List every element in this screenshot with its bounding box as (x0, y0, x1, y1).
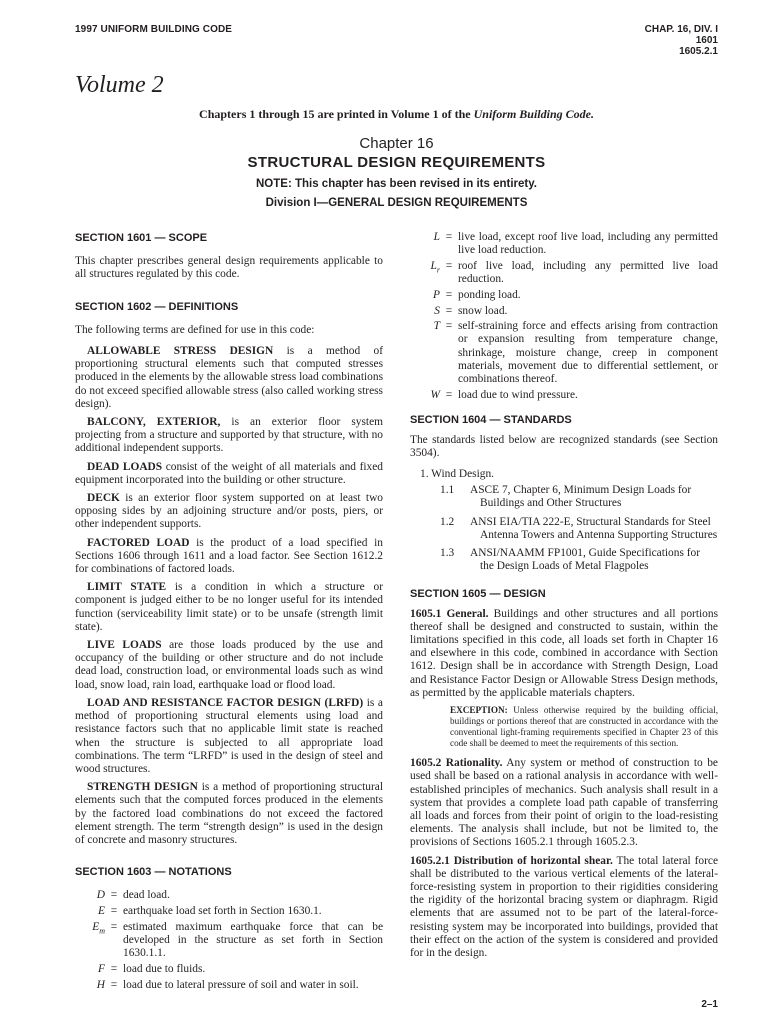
notation-row (410, 320, 718, 386)
definition-text: is a condition in which a structure or component is judged either to be no longer useful for its intended function (serviceability limit state) or to be unsafe (strength limit state). (75, 581, 383, 633)
notation-equals: = (110, 978, 118, 991)
definition-term: DECK (87, 492, 120, 505)
definition-term: DEAD LOADS (87, 460, 163, 473)
notation-row (75, 963, 383, 976)
definition-item (75, 492, 383, 532)
section-1603-heading: SECTION 1603 — NOTATIONS (75, 866, 232, 879)
definition-item (75, 781, 383, 847)
notation-definition: load due to lateral pressure of soil and water in soil. (123, 978, 359, 991)
notations-list-right (410, 231, 718, 402)
notation-symbol: F (98, 962, 105, 975)
standard-title-line1: ANSI/NAAMM FP1001, Guide Specifications for (470, 547, 701, 560)
shear-term: 1605.2.1 Distribution of horizontal shear. (410, 854, 613, 867)
running-header-left: 1997 UNIFORM BUILDING CODE (75, 24, 233, 35)
chapter-title: STRUCTURAL DESIGN REQUIREMENTS (247, 154, 546, 171)
section-1601-heading: SECTION 1601 — SCOPE (75, 232, 208, 244)
standards-list (410, 484, 718, 573)
notation-symbol: W (430, 388, 440, 401)
standard-title (470, 547, 718, 573)
notation-row (410, 260, 718, 286)
exception-term: EXCEPTION: (450, 705, 508, 716)
notation-symbol: E (98, 905, 105, 918)
general-term: 1605.1 General. (410, 607, 489, 620)
definitions-list (75, 345, 383, 847)
notation-definition: load due to wind pressure. (458, 388, 578, 401)
notation-row (75, 979, 383, 992)
notation-row (410, 289, 718, 302)
general-text: Buildings and other structures and all portions thereof shall be designed and constructed to sustain, within the limitations specified in this code, all loads set forth in Chapter 16 and elsewhere in this code, combined in accordance with Section 1612. Design shall be in accordance with Strength Design, Load and Resistance Factor Design or Allowable Stress Design methods, as permitted by the applicable materials chapters. (410, 607, 718, 699)
notation-definition: earthquake load set forth in Section 1630.1. (123, 905, 322, 918)
definition-item (75, 416, 383, 456)
section-1601-text: This chapter prescribes general design requirements applicable to all structures regulated by this code. (75, 255, 383, 281)
section-1605-2-1-shear (410, 855, 718, 961)
definition-item (75, 345, 383, 411)
header-section-start: 1601 (695, 35, 718, 46)
notation-row (75, 921, 383, 961)
rationality-text: Any system or method of construction to be used shall be based on a rational analysis in accordance with well-established principles of mechanics. Such analysis shall result in a system that provides a complete load path capable of transferring all loads and forces from their point of origin to the load-resisting elements. The analysis shall include, but not be limited to, the provisions of Sections 1605.2.1 through 1605.2.3. (410, 757, 718, 849)
section-1604-heading: SECTION 1604 — STANDARDS (410, 414, 572, 427)
section-1602-heading: SECTION 1602 — DEFINITIONS (75, 300, 239, 313)
notation-symbol: H (96, 978, 105, 991)
definition-term: STRENGTH DESIGN (87, 781, 198, 794)
definition-term: FACTORED LOAD (87, 536, 190, 549)
notation-definition: roof live load, including any permitted live load reduction. (458, 259, 718, 286)
standard-title (470, 516, 718, 542)
standard-title-line2: Buildings and Other Structures (480, 497, 622, 510)
definition-text: is a method of proportioning structural elements using load and resistance factors such that no applicable limit state is reached when the structure is subjected to all appropriate load combinations. The term “LRFD” is used in the design of steel and wood structures. (75, 696, 383, 775)
shear-text: The total lateral force shall be distributed to the various vertical elements of the lateral-force-resisting system in proportion to their rigidities considering the rigidity of the horizontal bracing system or diaphragm. Rigid elements that are assumed not to be part of the lateral-force-resisting system may be incorporated into buildings, provided that their effect on the action of the system is considered and provided for in the design. (410, 854, 718, 959)
definition-item (75, 537, 383, 577)
notation-row (410, 389, 718, 402)
definition-item (75, 639, 383, 692)
standard-title-line1: ASCE 7, Chapter 6, Minimum Design Loads for (470, 484, 692, 497)
definition-term: ALLOWABLE STRESS DESIGN (87, 345, 274, 358)
definition-item (75, 461, 383, 487)
notation-definition: ponding load. (458, 288, 521, 301)
printed-note-title: Uniform Building Code. (473, 107, 594, 121)
notation-equals: = (445, 231, 453, 243)
definition-term: LIMIT STATE (87, 581, 167, 594)
notation-equals: = (110, 905, 118, 918)
revision-note: NOTE: This chapter has been revised in its entirety. (256, 178, 537, 190)
notation-definition: self-straining force and effects arising from contraction or expansion resulting from temperature change, shrinkage, moisture change, creep in component materials, movement due to differential settlement, or combinations thereof. (458, 320, 718, 386)
printed-note (75, 107, 718, 122)
notations-list-left (75, 889, 383, 991)
definition-text: is the product of a load specified in Sections 1606 through 1611 and a load factor. See Section 1612.2 for combinations of factored loads. (75, 536, 384, 576)
notation-equals: = (445, 320, 453, 333)
standard-title (470, 484, 718, 510)
notation-symbol: S (434, 304, 440, 317)
notation-equals: = (445, 388, 453, 401)
standard-item (440, 484, 718, 510)
standard-number: 1.3 (440, 547, 455, 560)
notation-row (75, 905, 383, 918)
printed-note-text: Chapters 1 through 15 are printed in Volume 1 of the (199, 107, 474, 121)
left-column (75, 232, 383, 994)
notation-equals: = (110, 962, 118, 975)
header-section-end: 1605.2.1 (679, 46, 718, 57)
standard-title-line2: Antenna Towers and Antenna Supporting Structures (480, 528, 718, 541)
notation-row (410, 231, 718, 257)
notation-definition: snow load. (458, 304, 508, 317)
notation-definition: dead load. (123, 889, 170, 902)
notation-definition: estimated maximum earthquake force that can be developed in the structure as set forth in Section 1630.1.1. (123, 920, 383, 960)
division-title: Division I—GENERAL DESIGN REQUIREMENTS (265, 197, 528, 209)
rationality-term: 1605.2 Rationality. (410, 757, 503, 770)
notation-row (75, 889, 383, 902)
notation-equals: = (110, 920, 118, 933)
chapter-label: Chapter 16 (359, 135, 434, 152)
definition-text: is a method of proportioning structural elements such that computed stresses produced in the elements by the allowable stress load combinations do not exceed specified allowable stress (also called working stress design). (75, 345, 383, 410)
standards-item: 1. Wind Design. (420, 468, 494, 481)
standard-title-line2: the Design Loads of Metal Flagpoles (480, 560, 649, 573)
running-header-right (645, 24, 718, 57)
header-chapter: CHAP. 16, DIV. I (644, 24, 718, 35)
definition-term: LOAD AND RESISTANCE FACTOR DESIGN (LRFD) (87, 696, 364, 709)
standard-number: 1.1 (440, 484, 455, 497)
section-1605-heading: SECTION 1605 — DESIGN (410, 588, 546, 601)
standard-item (440, 516, 718, 542)
standard-title-line1: ANSI EIA/TIA 222-E, Structural Standards for Steel (470, 515, 711, 528)
exception-note (450, 705, 718, 749)
notation-definition: load due to fluids. (123, 962, 206, 975)
notation-equals: = (445, 304, 453, 317)
notation-symbol: L (433, 231, 440, 243)
notation-equals: = (445, 259, 453, 272)
page-number: 2–1 (701, 999, 718, 1010)
definition-text: is an exterior floor system projecting from a structure and supported by that structure, with no additional independent supports. (75, 416, 383, 455)
definition-item (75, 581, 383, 634)
notation-equals: = (445, 288, 453, 301)
definition-term: BALCONY, EXTERIOR, (87, 416, 221, 429)
exception-text: Unless otherwise required by the building official, buildings or portions thereof that are constructed in accordance with the conventional light-framing requirements specified in Chapter 23 of this code shall be deemed to meet the requirements of this section. (450, 705, 718, 749)
standard-item (440, 547, 718, 573)
volume-title: Volume 2 (75, 72, 164, 98)
notation-symbol: $E_m$ (92, 920, 105, 936)
section-1605-2-rationality (410, 757, 718, 849)
definition-text: is an exterior floor system supported on at least two opposing sides by an adjoining structure and/or posts, piers, or other independent supports. (75, 492, 383, 531)
notation-equals: = (110, 889, 118, 902)
section-1602-intro: The following terms are defined for use in this code: (75, 323, 315, 336)
definition-term: LIVE LOADS (87, 639, 162, 652)
section-1604-intro: The standards listed below are recognized standards (see Section 3504). (410, 433, 718, 459)
notation-symbol: P (433, 288, 440, 301)
right-column (410, 231, 718, 965)
notation-symbol: T (433, 320, 440, 333)
definition-item (75, 697, 383, 776)
notation-symbol: D (96, 889, 105, 902)
notation-definition: live load, except roof live load, including any permitted live load reduction. (458, 231, 718, 257)
definition-text: are those loads produced by the use and occupancy of the building or other structure and do not include dead load, construction load, or environmental loads such as wind load, snow load, rain load, earthquake load or flood load. (75, 639, 383, 691)
notation-row (410, 305, 718, 318)
notation-symbol: $L_r$ (430, 259, 440, 275)
definition-text: is a method of proportioning structural elements such that the computed forces produced in the elements by the factored load combinations do not exceed the factored element strength. The term “strength design” is used in the design of concrete and masonry structures. (75, 781, 383, 846)
definition-text: consist of the weight of all materials and fixed equipment incorporated into the building or other structure. (75, 460, 383, 486)
standard-number: 1.2 (440, 515, 455, 528)
section-1605-1-general (410, 608, 718, 700)
